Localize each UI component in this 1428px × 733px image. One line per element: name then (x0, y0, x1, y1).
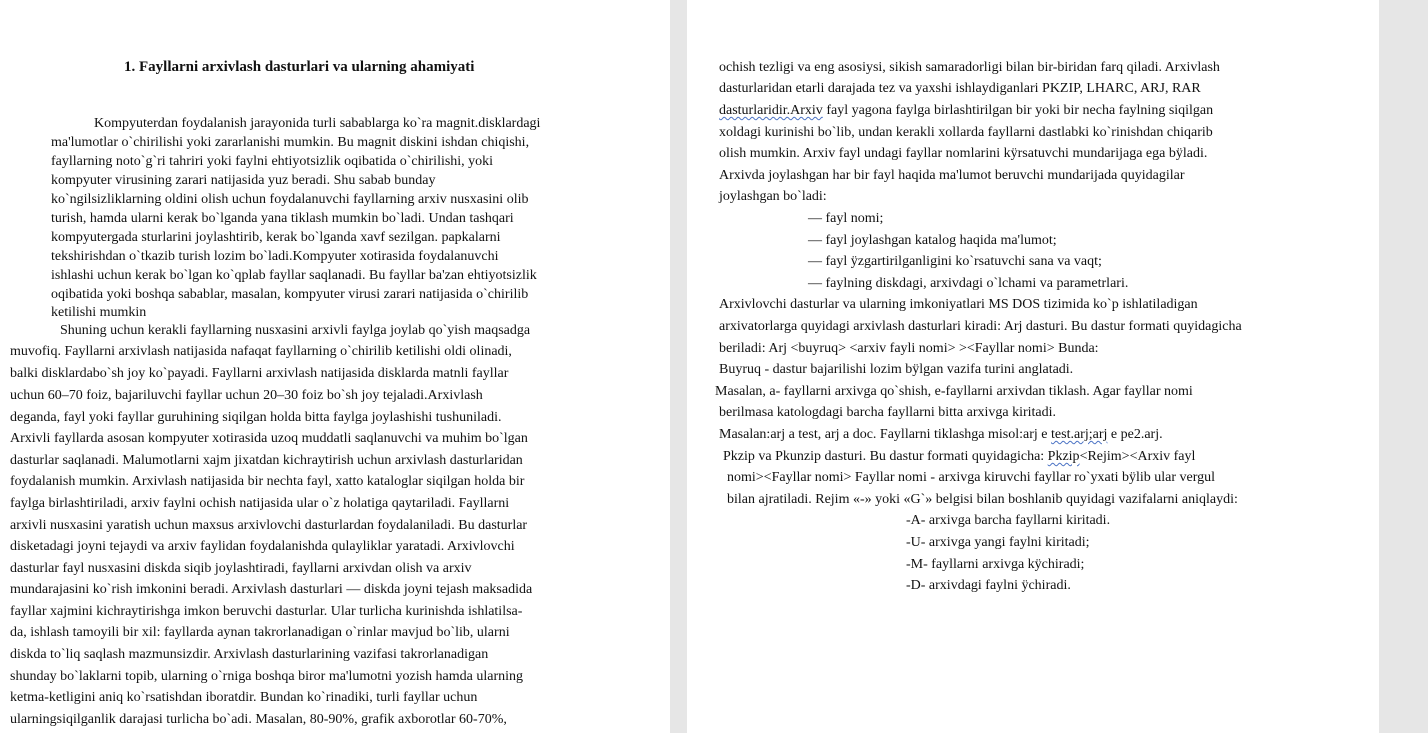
paragraph-line: Kompyuterdan foydalanish jarayonida turli sabablarga ko`ra magnit.disklardagi (94, 116, 541, 131)
paragraph-line: kompyuter virusining zarari natijasida yuz beradi. Shu sabab bunday (51, 173, 436, 188)
paragraph-line: Shuning uchun kerakli fayllarning nusxasini arxivli faylga joylab qo`yish maqsadga (60, 323, 531, 338)
paragraph-line: oqibatida yoki boshqa sabablar, masalan, kompyuter virusi zarari natijasida o`chirilib (51, 287, 529, 302)
paragraph-line: muvofiq. Fayllarni arxivlash natijasida nafaqat fayllarning o`chirilib ketilishi oldi olinadi, (10, 344, 512, 359)
paragraph-line: ularningsiqilganlik darajasi turlicha bo`adi. Masalan, 80-90%, grafik axborotlar 60-70%, (10, 712, 507, 727)
spellcheck-marked-word[interactable]: dasturlaridir.Arxiv (719, 103, 823, 118)
list-item: -U- arxivga yangi faylni kiritadi; (906, 535, 1090, 550)
document-page-left (0, 0, 670, 733)
list-item: — fayl ÿzgartirilganligini ko`rsatuvchi sana va vaqt; (808, 254, 1102, 269)
paragraph-line: Arxivlovchi dasturlar va ularning imkoniyatlari MS DOS tizimida ko`p ishlatiladigan (719, 297, 1198, 312)
paragraph-line: tekshirishdan o`tkazib turish lozim bo`ladi.Kompyuter xotirasida foydalanuvchi (51, 249, 499, 264)
paragraph-line: uchun 60–70 foiz, bajariluvchi fayllar uchun 20–30 foiz bo`sh joy tejaladi.Arxivlash (10, 388, 483, 403)
paragraph-line: turish, hamda ularni kerak bo`lganda yana tiklash mumkin bo`ladi. Undan tashqari (51, 211, 514, 226)
paragraph-line: mundarajasini ko`rish imkonini beradi. Arxivlash dasturlari — diskda joyni tejash maksadida (10, 582, 533, 597)
paragraph-line: berilmasa katologdagi barcha fayllarni bitta arxivga kiritadi. (719, 405, 1057, 420)
list-item: — fayl nomi; (808, 211, 884, 226)
paragraph-line: Arxivda joylashgan har bir fayl haqida ma'lumot beruvchi mundarijada quyidagilar (719, 168, 1185, 183)
spellcheck-marked-word[interactable]: Pkzip (1047, 449, 1080, 464)
paragraph-line: arxivatorlarga quyidagi arxivlash dasturlari kiradi: Arj dasturi. Bu dastur formati quyidagicha (719, 319, 1242, 334)
paragraph-line: fayllarning noto`g`ri tahriri yoki faylni ehtiyotsizlik oqibatida o`chirilishi, yoki (51, 154, 494, 169)
paragraph-line: dasturlar saqlanadi. Malumotlarni xajm jixatdan kichraytirish uchun arxivlash dasturlaridan (10, 453, 523, 468)
spellcheck-marked-word[interactable]: test.arj;arj (1051, 427, 1108, 442)
paragraph-line: Arxivli fayllarda asosan kompyuter xotirasida uzoq muddatli saqlanuvchi va muhim bo`lgan (10, 431, 528, 446)
line-text: fayl yagona faylga birlashtirilgan bir yoki bir necha faylning siqilgan (822, 103, 1214, 118)
paragraph-line: disketadagi joyni tejaydi va arxiv faylidan foydalanishda qulayliklar yaratadi. Arxivlovchi (10, 539, 515, 554)
paragraph-line: ochish tezligi va eng asosiysi, sikish samaradorligi bilan bir-biridan farq qiladi. Arxivlash (719, 60, 1220, 75)
paragraph-line: ketilishi mumkin (51, 305, 147, 320)
paragraph-line: shunday bo`laklarni topib, ularning o`rniga boshqa biror ma'lumotni yozish hamda ularning (10, 669, 524, 684)
paragraph-line: faylga birlashtiriladi, arxiv faylni ochish natijasida ular o`z holatiga qaytariladi. Fayllarni (10, 496, 510, 511)
document-page-right (687, 0, 1379, 733)
paragraph-line: da, ishlash tamoyili bir xil: fayllarda aynan takrorlanadigan o`rinlar mavjud bo`lib, ularni (10, 625, 510, 640)
list-item: — faylning diskdagi, arxivdagi o`lchami va parametrlari. (808, 276, 1129, 291)
paragraph-line: nomi><Fayllar nomi> Fayllar nomi - arxivga kiruvchi fayllar ro`yxati bÿlib ular vergul (727, 470, 1216, 485)
list-item: -A- arxivga barcha fayllarni kiritadi. (906, 513, 1111, 528)
paragraph-line: dasturlar fayl nusxasini diskda siqib joylashtiradi, fayllarni arxivdan olish va arxiv (10, 561, 472, 576)
list-item: -M- fayllarni arxivga kÿchiradi; (906, 557, 1085, 572)
paragraph-line: ketma-ketligini aniq ko`rsatishdan iboratdir. Bundan ko`rinadiki, turli fayllar uchun (10, 690, 478, 705)
line-text: Pkzip va Pkunzip dasturi. Bu dastur formati quyidagicha: (723, 449, 1048, 464)
paragraph-line: dasturlaridan etarli darajada tez va yaxshi ishlaydiganlari PKZIP, LHARC, ARJ, RAR (719, 81, 1201, 96)
paragraph-line: ishlashi uchun kerak bo`lgan ko`qplab fayllar saqlanadi. Bu fayllar ba'zan ehtiyotsizlik (51, 268, 537, 283)
paragraph-line: kompyutergada sturlarini joylashtirib, kerak bo`lganda xavf sezilgan. papkalarni (51, 230, 501, 245)
paragraph-line: diskda to`liq saqlash mazmunsizdir. Arxivlash dasturlarining vazifasi takrorlanadigan (10, 647, 489, 662)
paragraph-line: deganda, fayl yoki fayllar guruhining siqilgan holda bitta faylga joylashishi tushuniladi. (10, 410, 502, 425)
paragraph-line: joylashgan bo`ladi: (719, 189, 827, 204)
paragraph-line: balki disklardabo`sh joy ko`payadi. Fayllarni arxivlash natijasida disklarda matnli fayllar (10, 366, 509, 381)
paragraph-line (723, 447, 1195, 467)
paragraph-line: bilan ajratiladi. Rejim «-» yoki «G`» belgisi bilan boshlanib quyidagi vazifalarni aniqlaydi: (727, 492, 1238, 507)
paragraph-line: beriladi: Arj <buyruq> <arxiv fayli nomi> ><Fayllar nomi> Bunda: (719, 341, 1099, 356)
list-item: — fayl joylashgan katalog haqida ma'lumot; (808, 233, 1057, 248)
paragraph-line (719, 425, 1163, 445)
line-text: e pe2.arj. (1107, 427, 1163, 442)
list-item: -D- arxivdagi faylni ÿchiradi. (906, 578, 1071, 593)
paragraph-line: fayllar xajmini kichraytirishga imkon beruvchi dasturlar. Ular turlicha kurinishda ishlatilsa- (10, 604, 523, 619)
paragraph-line: ko`ngilsizliklarning oldini olish uchun foydalanuvchi fayllarning arxiv nusxasini olib (51, 192, 529, 207)
paragraph-line: Buyruq - dastur bajarilishi lozim bÿlgan vazifa turini anglatadi. (719, 362, 1074, 377)
line-text: Masalan:arj a test, arj a doc. Fayllarni tiklashga misol:arj e (719, 427, 1052, 442)
paragraph-line: Masalan, a- fayllarni arxivga qo`shish, e-fayllarni arxivdan tiklash. Agar fayllar nomi (715, 384, 1193, 399)
paragraph-line: foydalanish mumkin. Arxivlash natijasida bir nechta fayl, xatto kataloglar siqilgan holda bir (10, 474, 525, 489)
section-title: 1. Fayllarni arxivlash dasturlari va ularning ahamiyati (124, 59, 475, 75)
paragraph-line (719, 101, 1213, 121)
paragraph-line: olish mumkin. Arxiv fayl undagi fayllar nomlarini kÿrsatuvchi mundarijaga ega bÿladi. (719, 146, 1208, 161)
paragraph-line: arxivli nusxasini yaratish uchun maxsus arxivlovchi dasturlardan foydalaniladi. Bu dasturlar (10, 518, 528, 533)
line-text: <Rejim><Arxiv fayl (1079, 449, 1196, 464)
paragraph-line: ma'lumotlar o`chirilishi yoki zararlanishi mumkin. Bu magnit diskini ishdan chiqishi, (51, 135, 530, 150)
paragraph-line: xoldagi kurinishi bo`lib, undan kerakli xollarda fayllarni dastlabki ko`rinishdan chiqarib (719, 125, 1213, 140)
